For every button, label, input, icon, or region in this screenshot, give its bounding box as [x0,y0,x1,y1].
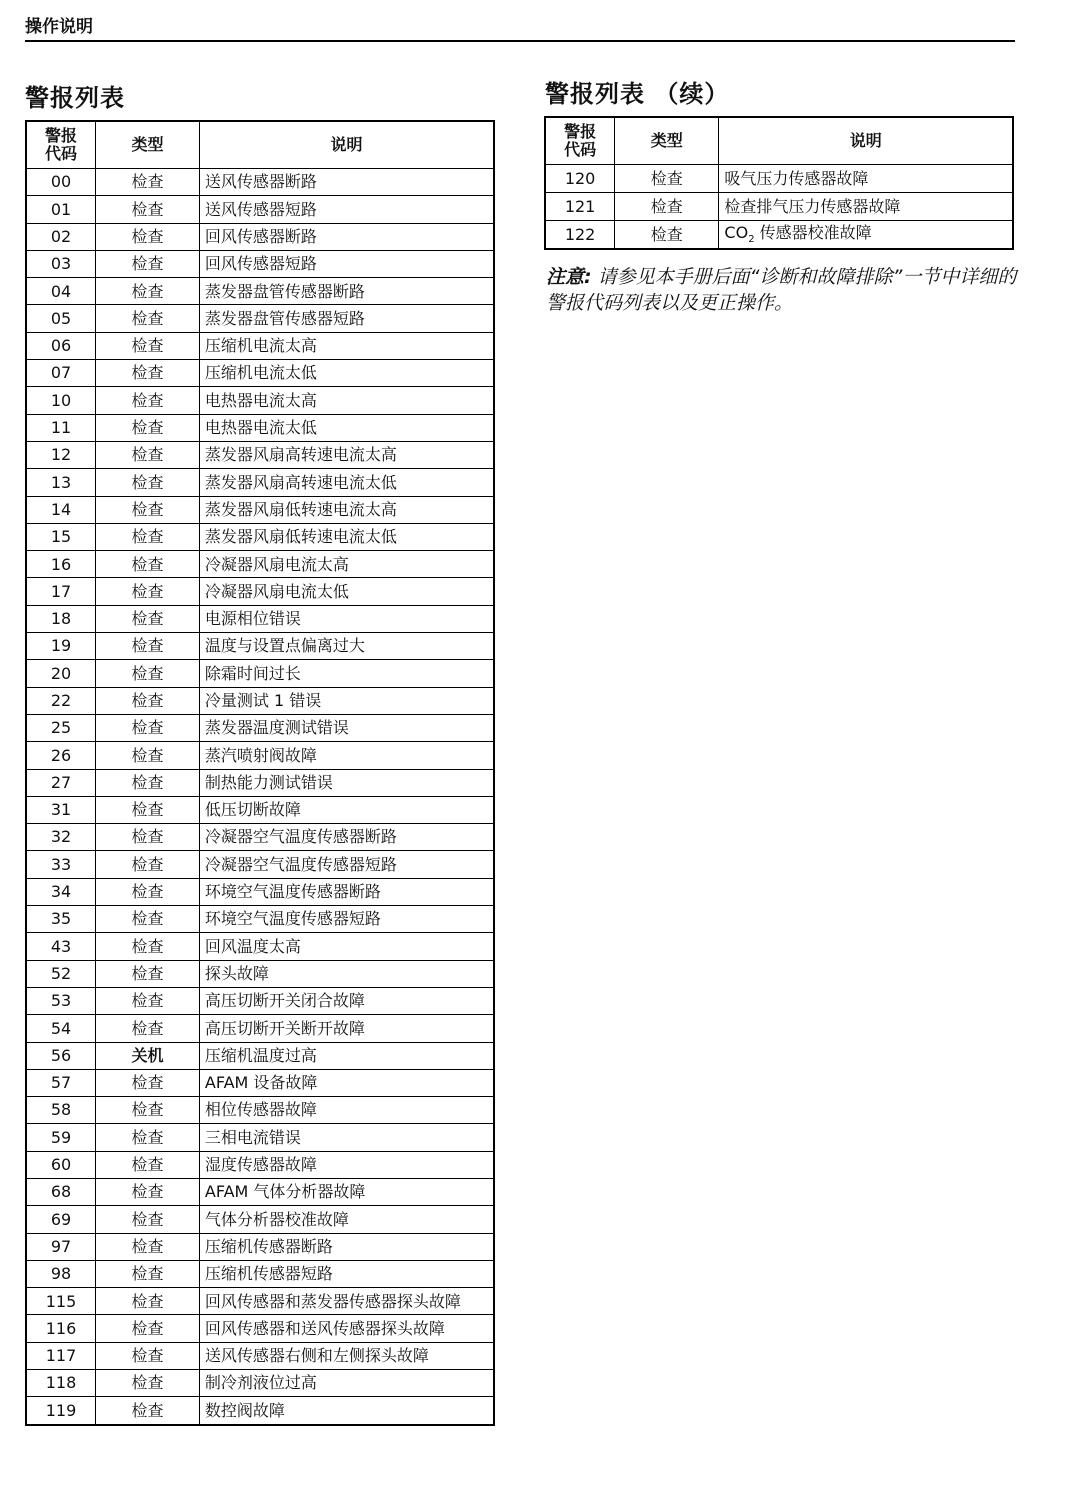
alarm-type: 检查 [96,769,200,796]
alarm-type: 检查 [96,960,200,987]
alarm-description: 除霜时间过长 [199,660,494,687]
alarm-type: 检查 [96,278,200,305]
alarm-table-right [544,116,1014,250]
table-row [545,193,1013,221]
alarm-description: 蒸发器风扇高转速电流太低 [199,469,494,496]
alarm-description: 回风传感器和送风传感器探头故障 [199,1315,494,1342]
alarm-description: 送风传感器断路 [199,169,494,196]
table-row [26,469,494,496]
alarm-type: 检查 [96,714,200,741]
alarm-description: 冷凝器空气温度传感器短路 [199,851,494,878]
alarm-type: 检查 [96,223,200,250]
table-row [26,742,494,769]
note-label: 注意: [546,266,592,288]
alarm-code: 20 [26,660,96,687]
alarm-description: 冷凝器风扇电流太低 [199,578,494,605]
alarm-type: 检查 [96,824,200,851]
table-row [26,933,494,960]
alarm-code: 57 [26,1069,96,1096]
alarm-type: 检查 [96,1097,200,1124]
alarm-code: 117 [26,1342,96,1369]
alarm-code: 03 [26,250,96,277]
alarm-type: 检查 [96,605,200,632]
alarm-code: 13 [26,469,96,496]
alarm-type: 检查 [96,1315,200,1342]
table-row [26,1342,494,1369]
alarm-description: 冷凝器空气温度传感器断路 [199,824,494,851]
alarm-code: 115 [26,1288,96,1315]
alarm-code: 26 [26,742,96,769]
alarm-type: 检查 [96,851,200,878]
table-row [26,523,494,550]
alarm-description: 冷凝器风扇电流太高 [199,551,494,578]
alarm-description: 电源相位错误 [199,605,494,632]
table-row [26,1042,494,1069]
alarm-description: 高压切断开关闭合故障 [199,987,494,1014]
alarm-description: AFAM 气体分析器故障 [199,1178,494,1205]
table-row [26,250,494,277]
alarm-code: 119 [26,1397,96,1425]
alarm-code: 60 [26,1151,96,1178]
alarm-description: 温度与设置点偏离过大 [199,633,494,660]
alarm-type: 检查 [96,633,200,660]
alarm-description: 电热器电流太低 [199,414,494,441]
table-row [26,551,494,578]
table-row [26,1397,494,1425]
alarm-type: 检查 [96,551,200,578]
table-header-row [545,117,1013,165]
alarm-code: 15 [26,523,96,550]
alarm-type: 检查 [96,742,200,769]
alarm-type: 检查 [615,221,719,250]
alarm-code: 97 [26,1233,96,1260]
alarm-type: 检查 [96,1178,200,1205]
alarm-description: 冷量测试 1 错误 [199,687,494,714]
alarm-description: 气体分析器校准故障 [199,1206,494,1233]
alarm-code: 122 [545,221,615,250]
alarm-code: 58 [26,1097,96,1124]
alarm-description: 吸气压力传感器故障 [719,165,1013,193]
alarm-description: 蒸发器风扇低转速电流太低 [199,523,494,550]
alarm-code: 31 [26,796,96,823]
alarm-description: 压缩机温度过高 [199,1042,494,1069]
alarm-code: 01 [26,196,96,223]
alarm-type: 检查 [96,1206,200,1233]
alarm-description: 蒸发器风扇高转速电流太高 [199,441,494,468]
table-row [26,223,494,250]
alarm-type: 检查 [96,1288,200,1315]
alarm-description: 检查排气压力传感器故障 [719,193,1013,221]
chem-subscript: 2 [748,234,755,246]
alarm-description: 环境空气温度传感器断路 [199,878,494,905]
alarm-type: 关机 [96,1042,200,1069]
alarm-type: 检查 [96,933,200,960]
table-row [26,169,494,196]
table-row [26,496,494,523]
alarm-description: 回风传感器短路 [199,250,494,277]
table-row [26,1315,494,1342]
alarm-description: 相位传感器故障 [199,1097,494,1124]
alarm-description: 湿度传感器故障 [199,1151,494,1178]
table-row [26,878,494,905]
table-row [26,1260,494,1287]
table-row [26,660,494,687]
table-row [545,165,1013,193]
alarm-code: 17 [26,578,96,605]
alarm-code: 54 [26,1015,96,1042]
alarm-description: 压缩机电流太低 [199,360,494,387]
table-row [26,1288,494,1315]
alarm-code: 53 [26,987,96,1014]
alarm-code: 33 [26,851,96,878]
alarm-type: 检查 [96,1397,200,1425]
alarm-code: 18 [26,605,96,632]
alarm-description-text: 传感器校准故障 [754,222,872,242]
alarm-type: 检查 [96,523,200,550]
table-row [26,1206,494,1233]
alarm-code: 07 [26,360,96,387]
alarm-description: 蒸汽喷射阀故障 [199,742,494,769]
alarm-code: 98 [26,1260,96,1287]
header-desc: 说明 [719,117,1013,165]
alarm-code: 06 [26,332,96,359]
table-row [26,714,494,741]
alarm-description: 高压切断开关断开故障 [199,1015,494,1042]
alarm-type: 检查 [96,906,200,933]
header-desc: 说明 [199,121,494,169]
alarm-type: 检查 [96,687,200,714]
alarm-type: 检查 [96,1260,200,1287]
table-row [26,278,494,305]
alarm-description: 制冷剂液位过高 [199,1370,494,1397]
table-row [26,960,494,987]
alarm-code: 04 [26,278,96,305]
table-row [26,987,494,1014]
alarm-code: 25 [26,714,96,741]
alarm-type: 检查 [96,305,200,332]
alarm-type: 检查 [96,441,200,468]
alarm-code: 52 [26,960,96,987]
alarm-type: 检查 [96,1370,200,1397]
alarm-code: 10 [26,387,96,414]
table-row [26,1233,494,1260]
table-row [26,851,494,878]
alarm-type: 检查 [96,1069,200,1096]
alarm-type: 检查 [96,1015,200,1042]
alarm-type: 检查 [96,250,200,277]
table-row [26,824,494,851]
alarm-type: 检查 [96,469,200,496]
section-header: 操作说明 [25,12,1015,42]
header-type: 类型 [615,117,719,165]
alarm-description: 送风传感器短路 [199,196,494,223]
alarm-type: 检查 [96,878,200,905]
alarm-code: 12 [26,441,96,468]
alarm-type: 检查 [96,660,200,687]
alarm-type: 检查 [96,1151,200,1178]
alarm-code: 19 [26,633,96,660]
table-row [26,196,494,223]
table-row [26,1015,494,1042]
table-row [26,332,494,359]
alarm-code: 00 [26,169,96,196]
alarm-description: 探头故障 [199,960,494,987]
table-row [26,1370,494,1397]
header-type: 类型 [96,121,200,169]
alarm-list-continued-title: 警报列表 （续） [545,80,730,108]
alarm-description: 蒸发器盘管传感器断路 [199,278,494,305]
table-row [26,796,494,823]
table-row [26,687,494,714]
alarm-description: 回风温度太高 [199,933,494,960]
alarm-code: 14 [26,496,96,523]
alarm-type: 检查 [615,193,719,221]
alarm-code: 68 [26,1178,96,1205]
alarm-type: 检查 [615,165,719,193]
alarm-code: 35 [26,906,96,933]
alarm-type: 检查 [96,169,200,196]
table-row [26,769,494,796]
table-row [26,1069,494,1096]
alarm-description: 环境空气温度传感器短路 [199,906,494,933]
alarm-type: 检查 [96,1342,200,1369]
alarm-description: 压缩机电流太高 [199,332,494,359]
alarm-type: 检查 [96,387,200,414]
alarm-code: 22 [26,687,96,714]
alarm-code: 27 [26,769,96,796]
alarm-list-title: 警报列表 [25,84,125,112]
table-row [26,360,494,387]
table-row [26,1151,494,1178]
alarm-description: 电热器电流太高 [199,387,494,414]
alarm-code: 59 [26,1124,96,1151]
alarm-description: 回风传感器和蒸发器传感器探头故障 [199,1288,494,1315]
alarm-code: 69 [26,1206,96,1233]
table-row [545,221,1013,250]
header-code: 警报 代码 [545,117,615,165]
alarm-description: 压缩机传感器短路 [199,1260,494,1287]
alarm-type: 检查 [96,196,200,223]
alarm-type: 检查 [96,1233,200,1260]
table-row [26,906,494,933]
note [546,264,1026,316]
table-row [26,1097,494,1124]
table-row [26,1178,494,1205]
alarm-code: 43 [26,933,96,960]
table-header-row [26,121,494,169]
alarm-description: 制热能力测试错误 [199,769,494,796]
alarm-type: 检查 [96,360,200,387]
alarm-description: 三相电流错误 [199,1124,494,1151]
table-row [26,387,494,414]
header-code: 警报 代码 [26,121,96,169]
alarm-type: 检查 [96,796,200,823]
alarm-description: 蒸发器盘管传感器短路 [199,305,494,332]
alarm-type: 检查 [96,1124,200,1151]
table-row [26,578,494,605]
alarm-code: 56 [26,1042,96,1069]
table-row [26,605,494,632]
chem-formula: CO [724,222,749,242]
alarm-type: 检查 [96,414,200,441]
alarm-type: 检查 [96,332,200,359]
alarm-description: AFAM 设备故障 [199,1069,494,1096]
alarm-description: 送风传感器右侧和左侧探头故障 [199,1342,494,1369]
note-text: 请参见本手册后面“诊断和故障排除”一节中详细的警报代码列表以及更正操作。 [546,266,1017,314]
table-row [26,414,494,441]
alarm-code: 05 [26,305,96,332]
alarm-code: 118 [26,1370,96,1397]
alarm-description: 蒸发器温度测试错误 [199,714,494,741]
table-row [26,1124,494,1151]
alarm-type: 检查 [96,987,200,1014]
table-row [26,305,494,332]
alarm-description: 低压切断故障 [199,796,494,823]
alarm-code: 121 [545,193,615,221]
alarm-table-left [25,120,495,1426]
alarm-description: 回风传感器断路 [199,223,494,250]
alarm-code: 34 [26,878,96,905]
alarm-description [719,221,1013,250]
alarm-type: 检查 [96,496,200,523]
alarm-description: 数控阀故障 [199,1397,494,1425]
alarm-code: 32 [26,824,96,851]
alarm-code: 16 [26,551,96,578]
alarm-code: 116 [26,1315,96,1342]
alarm-code: 11 [26,414,96,441]
alarm-code: 120 [545,165,615,193]
table-row [26,441,494,468]
alarm-code: 02 [26,223,96,250]
alarm-type: 检查 [96,578,200,605]
table-row [26,633,494,660]
alarm-description: 蒸发器风扇低转速电流太高 [199,496,494,523]
alarm-description: 压缩机传感器断路 [199,1233,494,1260]
